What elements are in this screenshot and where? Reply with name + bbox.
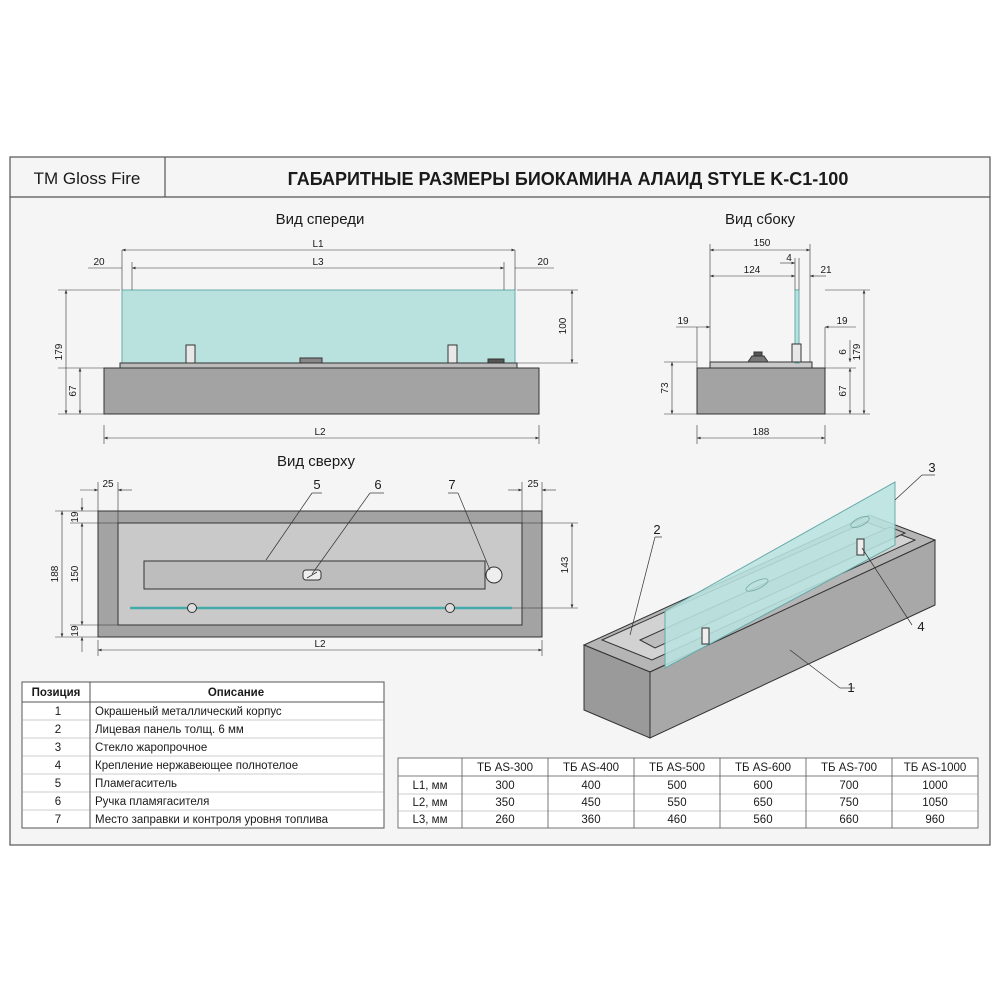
model-col-4: ТБ AS-600 xyxy=(734,762,792,774)
dim-front-L3: L3 xyxy=(312,257,324,268)
iso-bracket-left xyxy=(702,628,709,644)
callout-6: 6 xyxy=(374,477,382,492)
models-cell: 300 xyxy=(495,780,515,792)
position-row-6-desc: Ручка пламягасителя xyxy=(95,796,210,808)
position-row-7-num: 7 xyxy=(54,814,62,826)
position-row-4-num: 4 xyxy=(54,760,62,772)
models-cell: 560 xyxy=(753,814,773,826)
position-row-2-desc: Лицевая панель толщ. 6 мм xyxy=(95,724,244,736)
dim-top-25-right: 25 xyxy=(527,479,539,490)
models-cell: 700 xyxy=(839,780,859,792)
dim-side-21: 21 xyxy=(820,265,832,276)
models-cell: 1000 xyxy=(922,780,948,792)
models-cell: 1050 xyxy=(922,797,948,809)
models-cell: 750 xyxy=(839,797,859,809)
position-row-5-desc: Пламегаситель xyxy=(95,778,178,790)
dim-side-67: 67 xyxy=(838,385,849,397)
positions-header-desc: Описание xyxy=(207,687,265,699)
front-body xyxy=(104,368,539,414)
models-cell: 660 xyxy=(839,814,859,826)
position-row-1-desc: Окрашеный металлический корпус xyxy=(95,706,282,718)
dim-front-L1: L1 xyxy=(312,239,324,250)
model-col-6: ТБ AS-1000 xyxy=(903,762,967,774)
dim-side-73: 73 xyxy=(660,382,671,394)
models-row-label: L1, мм xyxy=(412,780,448,792)
dim-front-left20: 20 xyxy=(93,257,105,268)
dim-front-h67: 67 xyxy=(68,385,79,397)
models-cell: 960 xyxy=(925,814,945,826)
top-fuel-port xyxy=(486,567,502,583)
models-cell: 260 xyxy=(495,814,515,826)
brand-label: TM Gloss Fire xyxy=(33,169,141,188)
dim-front-h100: 100 xyxy=(558,317,569,335)
positions-header-pos: Позиция xyxy=(31,687,81,699)
dim-side-6: 6 xyxy=(838,349,849,355)
model-col-1: ТБ AS-300 xyxy=(476,762,534,774)
models-row-label: L3, мм xyxy=(412,814,448,826)
position-row-7-desc: Место заправки и контроля уровня топлива xyxy=(95,814,329,826)
position-row-2-num: 2 xyxy=(54,724,62,736)
callout-3: 3 xyxy=(928,460,936,475)
dim-side-19-right: 19 xyxy=(836,316,848,327)
callout-7: 7 xyxy=(448,477,456,492)
dim-top-L2: L2 xyxy=(314,639,326,650)
position-row-3-desc: Стекло жаропрочное xyxy=(95,742,208,754)
model-col-5: ТБ AS-700 xyxy=(820,762,878,774)
dim-top-25-left: 25 xyxy=(102,479,114,490)
dim-front-L2: L2 xyxy=(314,427,326,438)
callout-1: 1 xyxy=(847,680,855,695)
dim-side-4: 4 xyxy=(786,253,792,264)
callout-4: 4 xyxy=(917,619,925,634)
model-col-3: ТБ AS-500 xyxy=(648,762,706,774)
models-cell: 550 xyxy=(667,797,687,809)
side-view-label: Вид сбоку xyxy=(725,211,795,228)
dim-top-19-top: 19 xyxy=(70,511,81,523)
side-body xyxy=(697,368,825,414)
top-view-label: Вид сверху xyxy=(276,453,356,470)
dim-side-124: 124 xyxy=(743,265,761,276)
dim-side-179: 179 xyxy=(852,343,863,361)
dim-top-143: 143 xyxy=(560,556,571,574)
position-row-6-num: 6 xyxy=(54,796,62,808)
models-cell: 400 xyxy=(581,780,601,792)
iso-bracket-right xyxy=(857,539,864,555)
position-row-1-num: 1 xyxy=(54,706,62,718)
models-cell: 360 xyxy=(581,814,601,826)
position-row-3-num: 3 xyxy=(54,742,62,754)
position-row-5-num: 5 xyxy=(54,778,62,790)
dim-top-150: 150 xyxy=(70,565,81,583)
dim-front-right20: 20 xyxy=(537,257,549,268)
models-cell: 500 xyxy=(667,780,687,792)
callout-2: 2 xyxy=(653,522,661,537)
model-col-2: ТБ AS-400 xyxy=(562,762,620,774)
models-cell: 650 xyxy=(753,797,773,809)
dim-top-19-bottom: 19 xyxy=(70,625,81,637)
models-cell: 600 xyxy=(753,780,773,792)
models-cell: 350 xyxy=(495,797,515,809)
dim-top-188: 188 xyxy=(50,565,61,583)
callout-5: 5 xyxy=(313,477,321,492)
models-cell: 450 xyxy=(581,797,601,809)
position-row-4-desc: Крепление нержавеющее полнотелое xyxy=(95,760,299,772)
dim-side-188: 188 xyxy=(752,427,770,438)
dim-side-150: 150 xyxy=(753,238,771,249)
dim-front-h179: 179 xyxy=(54,343,65,361)
models-row-label: L2, мм xyxy=(412,797,448,809)
models-cell: 460 xyxy=(667,814,687,826)
sheet-title: ГАБАРИТНЫЕ РАЗМЕРЫ БИОКАМИНА АЛАИД STYLE K-C1-100 xyxy=(287,169,849,189)
front-view-label: Вид спереди xyxy=(275,211,365,228)
dim-side-19-left: 19 xyxy=(677,316,689,327)
